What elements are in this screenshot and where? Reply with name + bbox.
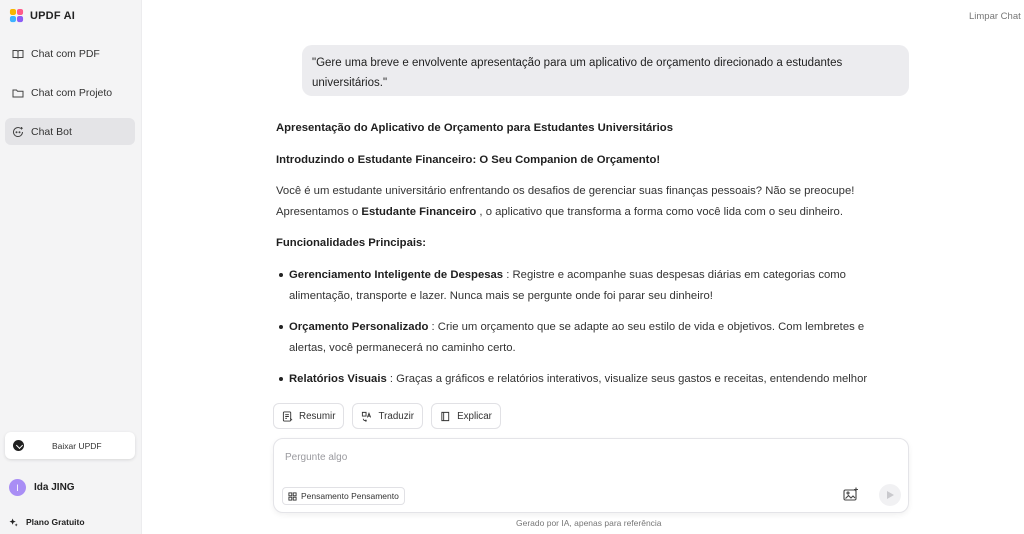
sidebar — [0, 0, 142, 534]
feature-name: Relatórios Visuais — [289, 373, 387, 385]
updf-logo-icon — [9, 8, 24, 23]
sidebar-item-chat-bot[interactable] — [5, 118, 135, 145]
ai-disclaimer: Gerado por IA, apenas para referência — [516, 518, 662, 528]
feature-text: : Graças a gráficos e relatórios interativos, visualize seus gastos e receitas, entendendo melhor — [386, 373, 868, 385]
list-item — [276, 369, 896, 390]
chat-bot-icon — [12, 126, 24, 138]
download-updf-button[interactable] — [5, 432, 135, 459]
translate-label: Traduzir — [378, 410, 415, 422]
book-open-icon — [12, 48, 24, 60]
quick-actions — [273, 403, 501, 429]
plan-label: Plano Gratuito — [26, 517, 85, 527]
translate-button[interactable] — [352, 403, 423, 429]
features-heading: Funcionalidades Principais: — [276, 237, 427, 249]
sparkle-icon — [9, 518, 18, 527]
sidebar-item-label: Chat com Projeto — [31, 86, 113, 99]
explain-label: Explicar — [457, 410, 492, 422]
response-title: Apresentação do Aplicativo de Orçamento para Estudantes Universitários — [276, 122, 673, 134]
send-button[interactable] — [879, 484, 901, 506]
grid-icon — [288, 492, 297, 501]
explain-button[interactable] — [431, 403, 501, 429]
clear-chat-button[interactable]: Limpar Chat — [969, 11, 1021, 22]
sidebar-item-chat-pdf[interactable] — [5, 40, 135, 67]
ai-response — [276, 118, 896, 392]
intro-text: Você é um estudante universitário enfrentando os desafios de gerenciar suas finanças pessoais? Não se preocupe! Apresentamos o — [276, 185, 855, 218]
thinking-label: Pensamento Pensamento — [301, 491, 399, 501]
intro-bold: Estudante Financeiro — [361, 206, 477, 218]
folder-icon — [12, 87, 24, 99]
feature-text: : Registre e acompanhe suas despesas diárias em categorias como alimentação, transporte e lazer. Nunca mais se pergunte onde foi parar seu dinheiro! — [289, 269, 846, 302]
translate-icon — [361, 411, 372, 422]
response-intro — [276, 181, 896, 223]
app-name: UPDF AI — [30, 9, 75, 22]
response-subtitle: Introduzindo o Estudante Financeiro: O Seu Companion de Orçamento! — [276, 154, 661, 166]
download-icon — [13, 440, 24, 451]
user-profile[interactable] — [9, 479, 75, 496]
user-message: "Gere uma breve e envolvente apresentação para um aplicativo de orçamento direcionado a estudantes universitários." — [302, 45, 909, 96]
image-upload-icon[interactable] — [842, 486, 860, 504]
app-logo[interactable] — [9, 8, 75, 23]
thinking-mode-button[interactable] — [282, 487, 405, 505]
explain-icon — [440, 411, 451, 422]
feature-text: : Crie um orçamento que se adapte ao seu estilo de vida e objetivos. Com lembretes e alertas, você permanecerá no caminho certo. — [289, 321, 865, 354]
avatar: I — [9, 479, 26, 496]
summarize-label: Resumir — [299, 410, 336, 422]
download-label: Baixar UPDF — [52, 440, 102, 451]
sidebar-item-label: Chat Bot — [31, 125, 72, 138]
plan-badge[interactable] — [9, 517, 85, 527]
ask-input[interactable] — [285, 448, 845, 466]
user-name: Ida JING — [34, 482, 75, 493]
intro-text-end: , o aplicativo que transforma a forma como você lida com o seu dinheiro. — [476, 206, 843, 218]
sidebar-item-label: Chat com PDF — [31, 47, 100, 60]
summarize-button[interactable] — [273, 403, 344, 429]
summarize-icon — [282, 411, 293, 422]
list-item — [276, 317, 896, 359]
chat-composer — [273, 438, 909, 513]
send-icon — [885, 490, 895, 500]
feature-name: Gerenciamento Inteligente de Despesas — [289, 269, 504, 281]
list-item — [276, 265, 896, 307]
feature-name: Orçamento Personalizado — [289, 321, 429, 333]
sidebar-item-chat-project[interactable] — [5, 79, 135, 106]
